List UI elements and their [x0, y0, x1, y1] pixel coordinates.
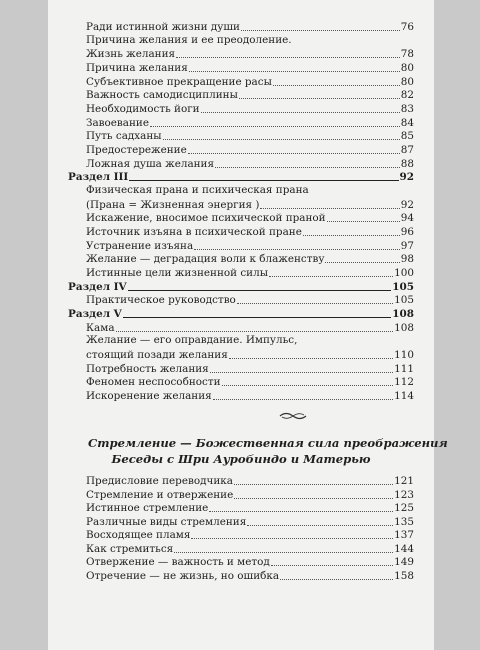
toc-row: [86, 528, 414, 541]
toc-section-title: Раздел III: [68, 171, 129, 184]
toc-entry-title: (Прана = Жизненная энергия ): [86, 198, 260, 211]
dot-leader: [273, 76, 400, 86]
toc-entry-title: Как стремиться: [86, 542, 174, 555]
toc-page-number: 80: [400, 61, 414, 74]
toc-page-number: 108: [392, 307, 414, 320]
dot-leader: [123, 309, 392, 318]
toc-row: [86, 198, 414, 211]
dot-leader: [280, 570, 393, 580]
toc-row: [86, 375, 414, 388]
toc-section-title: Раздел V: [68, 307, 122, 320]
ornament-divider-icon: [278, 410, 308, 422]
toc-row: [86, 88, 414, 101]
toc-entry-title: Источник изъяна в психической пране: [86, 225, 302, 238]
toc-page-number: 92: [399, 171, 414, 184]
toc-page-number: 137: [394, 529, 414, 541]
toc-entry-title: Важность самодисциплины: [86, 89, 238, 102]
toc-entry-title: Искоренение желания: [86, 389, 212, 402]
toc-row: [86, 129, 414, 142]
toc-row: [86, 389, 414, 402]
toc-page-number: 88: [400, 157, 414, 170]
dot-leader: [327, 212, 400, 222]
toc-page-number: 82: [400, 89, 414, 102]
dot-leader: [234, 475, 393, 485]
dot-leader: [116, 322, 394, 332]
dot-leader: [247, 516, 393, 526]
toc-page-number: 125: [394, 502, 414, 514]
toc-row: [86, 143, 414, 156]
toc-entry-title: Предостережение: [86, 143, 187, 156]
toc-entry-title: Путь садханы: [86, 130, 162, 143]
toc-entry-title: Истинное стремление: [86, 502, 209, 514]
toc-row: [86, 488, 414, 501]
toc-entry-title: Истинные цели жизненной силы: [86, 266, 268, 279]
toc-entry-title: Предисловие переводчика: [86, 475, 233, 487]
toc-row: [86, 157, 414, 170]
dot-leader: [271, 556, 393, 566]
toc-page-number: 87: [400, 143, 414, 156]
dot-leader: [194, 240, 400, 250]
toc-section-row: [68, 307, 414, 320]
toc-entry-title: Причина желания: [86, 61, 188, 74]
dot-leader: [176, 48, 400, 58]
toc-row: [86, 348, 414, 361]
toc-entry-title: Необходимость йоги: [86, 102, 200, 115]
toc-page-number: 144: [394, 542, 414, 555]
toc-section-title: Раздел IV: [68, 280, 127, 293]
toc-row: [86, 211, 414, 224]
dot-leader: [191, 529, 393, 539]
toc-entry-title: Потребность желания: [86, 362, 209, 375]
dot-leader: [201, 103, 400, 113]
dot-leader: [239, 89, 400, 99]
toc-page-number: 158: [394, 569, 414, 582]
toc-entry-title: Ради истинной жизни души: [86, 21, 240, 33]
toc-row: [86, 225, 414, 238]
toc-page-number: 94: [400, 212, 414, 225]
toc-entry-title: Практическое руководство: [86, 294, 236, 307]
toc-row: [86, 20, 414, 33]
toc-section-row: [68, 280, 414, 293]
toc-row: [86, 542, 414, 555]
toc-entry-title: Устранение изъяна: [86, 239, 194, 252]
toc-row: [86, 515, 414, 528]
toc-page-number: 98: [400, 253, 414, 266]
toc-row: [86, 334, 414, 347]
toc-entry-title: Стремление и отвержение: [86, 488, 234, 501]
toc-page-number: 110: [394, 348, 414, 361]
dot-leader: [209, 502, 393, 512]
toc-row: [86, 555, 414, 568]
dot-leader: [213, 390, 393, 400]
toc-row: [86, 239, 414, 252]
toc-entry-title: Физическая прана и психическая прана: [86, 183, 309, 196]
toc-page-number: 96: [400, 225, 414, 238]
toc-page-number: 80: [400, 75, 414, 88]
toc-page-number: 135: [394, 515, 414, 528]
toc-row: [86, 252, 414, 265]
toc-entry-title: Восходящее пламя: [86, 529, 191, 541]
toc-row: [86, 34, 414, 47]
toc-entry-title: Отвержение — важность и метод: [86, 556, 270, 568]
dot-leader: [215, 158, 400, 168]
toc-entry-title: Различные виды стремления: [86, 515, 247, 528]
dot-leader: [222, 376, 394, 386]
dot-leader: [269, 267, 393, 277]
dot-leader: [128, 282, 392, 291]
toc-row: [86, 61, 414, 74]
dot-leader: [234, 489, 393, 499]
toc-entry-title: Желание — его оправдание. Импульс,: [86, 334, 298, 347]
part-heading-subtitle: Беседы с Шри Ауробиндо и Матерью: [111, 452, 371, 466]
toc-page-number: 105: [392, 280, 414, 293]
toc-row: [86, 47, 414, 60]
toc-section-row: [68, 170, 414, 183]
dot-leader: [303, 226, 400, 236]
toc-page-number: 108: [394, 321, 414, 334]
dot-leader: [150, 117, 400, 127]
toc-page-number: 121: [394, 475, 414, 487]
toc-page-number: 114: [394, 389, 414, 402]
toc-entry-title: стоящий позади желания: [86, 348, 228, 361]
toc-page-number: 105: [394, 294, 414, 307]
toc-page-number: 111: [394, 362, 414, 375]
toc-row: [86, 293, 414, 306]
dot-leader: [188, 144, 400, 154]
dot-leader: [229, 349, 393, 359]
toc-page-number: 123: [394, 488, 414, 501]
toc-page-number: 112: [394, 376, 414, 389]
dot-leader: [237, 294, 393, 304]
toc-row: [86, 321, 414, 334]
part-heading-title: Стремление — Божественная сила преображения: [88, 436, 448, 450]
toc-row: [86, 184, 414, 197]
toc-entry-title: Причина желания и ее преодоление.: [86, 33, 292, 46]
toc-entry-title: Отречение — не жизнь, но ошибка: [86, 569, 280, 582]
toc-entry-title: Феномен неспособности: [86, 376, 221, 389]
toc-row: [86, 116, 414, 129]
toc-row: [86, 266, 414, 279]
toc-page-number: 149: [394, 556, 414, 568]
toc-page-number: 92: [400, 198, 414, 211]
dot-leader: [163, 130, 400, 140]
toc-page-number: 84: [400, 116, 414, 129]
toc-entry-title: Желание — деградация воли к блаженству: [86, 253, 325, 266]
dot-leader: [210, 363, 393, 373]
toc-entry-title: Завоевание: [86, 116, 149, 129]
toc-page-number: 78: [400, 48, 414, 61]
dot-leader: [129, 172, 398, 181]
toc-row: [86, 362, 414, 375]
toc-entry-title: Кама: [86, 321, 115, 334]
book-page: [48, 0, 448, 650]
toc-entry-title: Ложная душа желания: [86, 157, 215, 170]
dot-leader: [325, 253, 399, 263]
toc-row: [86, 75, 414, 88]
toc-row: [86, 569, 414, 582]
dot-leader: [189, 62, 400, 72]
toc-entry-title: Жизнь желания: [86, 48, 176, 61]
toc-entry-title: Субъективное прекращение расы: [86, 75, 272, 88]
toc-page-number: 85: [400, 130, 414, 143]
toc-page-number: 97: [400, 239, 414, 252]
toc-page-number: 83: [400, 102, 414, 115]
toc-row: [86, 501, 414, 514]
toc-entry-title: Искажение, вносимое психической праной: [86, 212, 326, 225]
toc-page-number: 76: [400, 21, 414, 33]
dot-leader: [174, 543, 393, 553]
toc-row: [86, 102, 414, 115]
toc-row: [86, 474, 414, 487]
dot-leader: [241, 21, 400, 31]
dot-leader: [260, 199, 399, 209]
toc-page-number: 100: [394, 266, 414, 279]
